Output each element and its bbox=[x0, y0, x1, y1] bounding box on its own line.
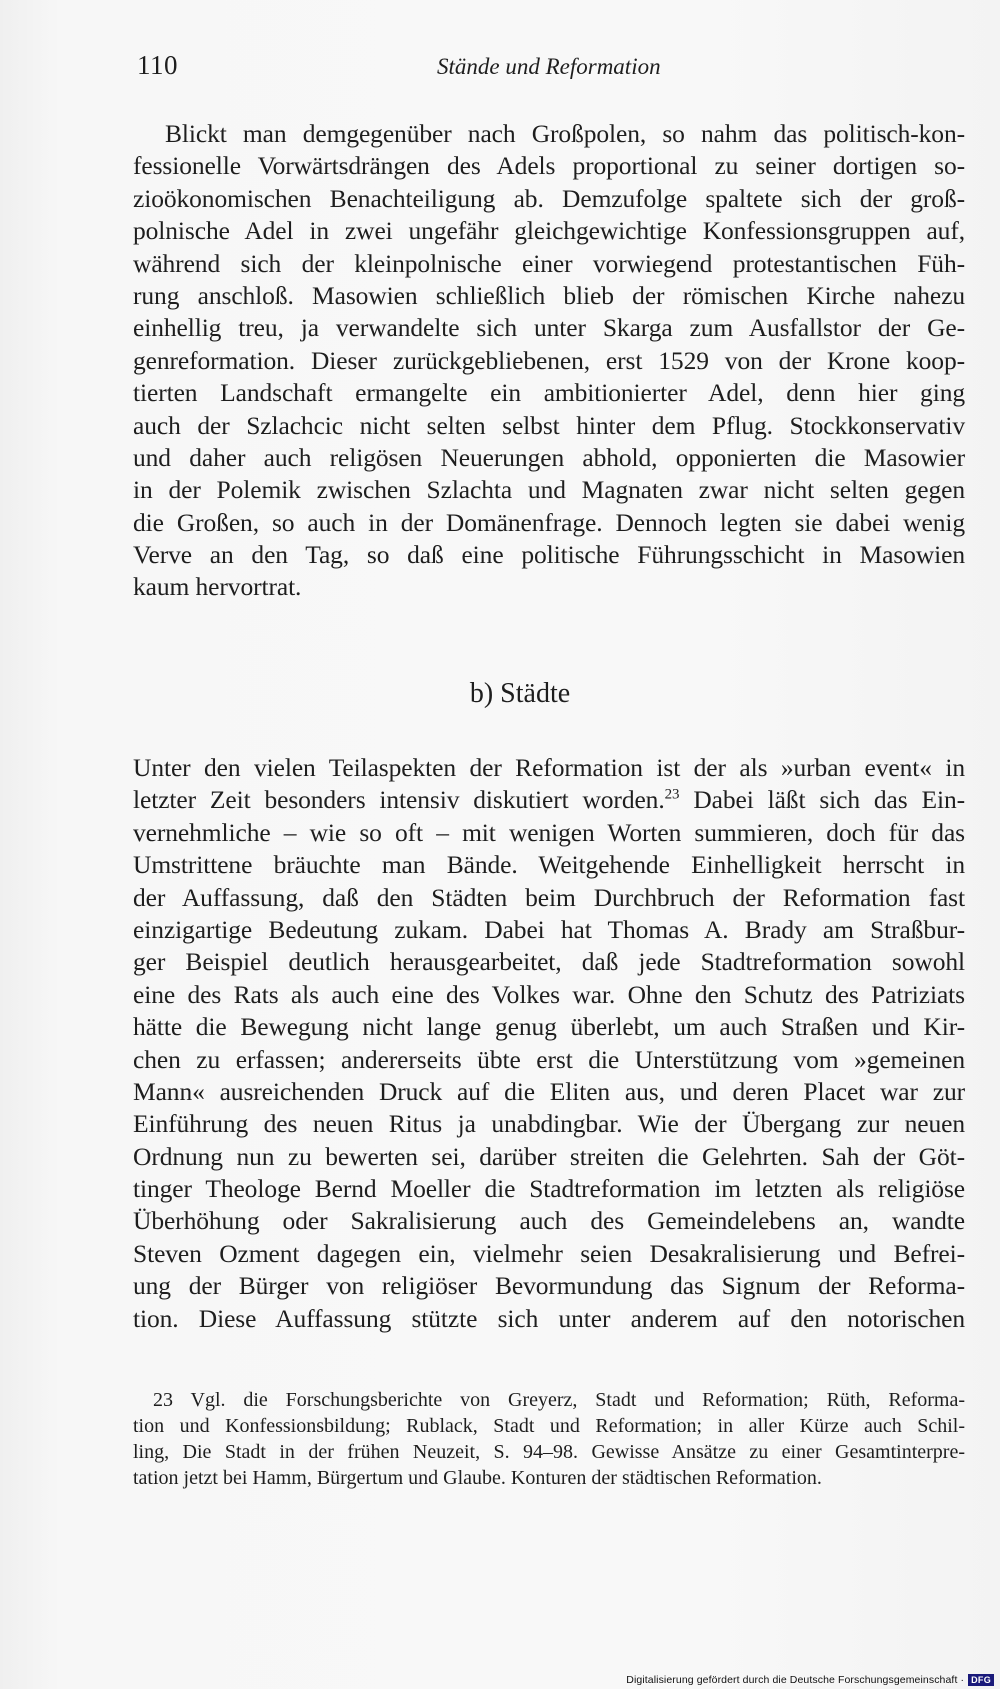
text-line: ger Beispiel deutlich herausgearbeitet, daß jede Stadtreformation sowohl bbox=[133, 947, 965, 977]
footnote-reference[interactable]: 23 bbox=[664, 786, 680, 803]
text-line: Einführung des neuen Ritus ja unabdingbar. Wie der Übergang zur neuen bbox=[133, 1109, 965, 1139]
footnote-line bbox=[133, 1387, 965, 1413]
footnote bbox=[133, 1387, 965, 1491]
text-line: hätte die Bewegung nicht lange genug überlebt, um auch Straßen und Kir- bbox=[133, 1012, 965, 1042]
text-line: ung der Bürger von religiöser Bevormundung das Signum der Reforma- bbox=[133, 1271, 965, 1301]
text-line: Umstrittene bräuchte man Bände. Weitgehende Einhelligkeit herrscht in bbox=[133, 850, 965, 880]
text-line: tinger Theologe Bernd Moeller die Stadtreformation im letzten als religiöse bbox=[133, 1174, 965, 1204]
text-segment: letzter Zeit besonders intensiv diskutiert worden. bbox=[133, 785, 665, 815]
text-line: chen zu erfassen; andererseits übte erst die Unterstützung vom »gemeinen bbox=[133, 1044, 965, 1074]
text-line: eine des Rats als auch eine des Volkes war. Ohne den Schutz des Patriziats bbox=[133, 979, 965, 1009]
footnote-number: 23 bbox=[153, 1389, 173, 1411]
text-line: einhellig treu, ja verwandelte sich unter Skarga zum Ausfallstor der Ge- bbox=[133, 313, 965, 343]
text-line: rung anschloß. Masowien schließlich blieb der römischen Kirche nahezu bbox=[133, 280, 965, 310]
text-line: Blickt man demgegenüber nach Großpolen, so nahm das politisch-kon- bbox=[165, 119, 965, 148]
text-line: Mann« ausreichenden Druck auf die Eliten aus, und deren Placet war zur bbox=[133, 1076, 965, 1106]
page-number: 110 bbox=[137, 50, 178, 80]
text-line: der Auffassung, daß den Städten beim Durchbruch der Reformation fast bbox=[133, 882, 965, 912]
text-line: Ordnung nun zu bewerten sei, darüber streiten die Gelehrten. Sah der Göt- bbox=[133, 1141, 965, 1171]
text-line: auch der Szlachcic nicht selten selbst hinter dem Pflug. Stockkonservativ bbox=[133, 410, 965, 440]
running-head: Stände und Reformation bbox=[437, 54, 661, 79]
paragraph-adel bbox=[133, 118, 965, 604]
text-line: während sich der kleinpolnische einer vorwiegend protestantischen Füh- bbox=[133, 248, 965, 278]
page-header bbox=[137, 50, 967, 90]
text-line: vernehmliche – wie so oft – mit wenigen Worten summieren, doch für das bbox=[133, 817, 965, 847]
dfg-logo: DFG bbox=[968, 1674, 994, 1686]
digitization-credit-text: Digitalisierung gefördert durch die Deutsche Forschungsgemeinschaft · bbox=[626, 1674, 965, 1686]
footnote-line: tation jetzt bei Hamm, Bürgertum und Glaube. Konturen der städtischen Reformation. bbox=[133, 1467, 822, 1489]
text-line: kaum hervortrat. bbox=[133, 572, 302, 602]
text-line: Überhöhung oder Sakralisierung auch des Gemeindelebens an, wandte bbox=[133, 1206, 965, 1236]
paragraph-staedte bbox=[133, 752, 965, 1335]
text-line: tierten Landschaft ermangelte ein ambitionierter Adel, denn hier ging bbox=[133, 378, 965, 408]
text-line: in der Polemik zwischen Szlachta und Magnaten zwar nicht selten gegen bbox=[133, 475, 965, 505]
text-segment: Dabei läßt sich das Ein- bbox=[679, 785, 965, 815]
text-line: Unter den vielen Teilaspekten der Reformation ist der als »urban event« in bbox=[133, 753, 965, 782]
text-line-with-footnote-ref bbox=[133, 784, 965, 816]
text-line: und daher auch religösen Neuerungen abhold, opponierten die Masowier bbox=[133, 442, 965, 472]
footnote-line: ling, Die Stadt in der frühen Neuzeit, S. 94–98. Gewisse Ansätze zu einer Gesamtinterpre- bbox=[133, 1441, 965, 1463]
text-line: genreformation. Dieser zurückgebliebenen, erst 1529 von der Krone koop- bbox=[133, 345, 965, 375]
digitization-credit bbox=[626, 1674, 994, 1686]
section-heading: b) Städte bbox=[469, 678, 571, 709]
text-line: polnische Adel in zwei ungefähr gleichgewichtige Konfessionsgruppen auf, bbox=[133, 216, 965, 246]
text-line: einzigartige Bedeutung zukam. Dabei hat Thomas A. Brady am Straßbur- bbox=[133, 914, 965, 944]
text-line: Steven Ozment dagegen ein, vielmehr seien Desakralisierung und Befrei- bbox=[133, 1238, 965, 1268]
text-line: fessionelle Vorwärtsdrängen des Adels proportional zu seiner dortigen so- bbox=[133, 151, 965, 181]
text-line: tion. Diese Auffassung stützte sich unter anderem auf den notorischen bbox=[133, 1303, 965, 1333]
footnote-line: tion und Konfessionsbildung; Rublack, Stadt und Reformation; in aller Kürze auch Schil- bbox=[133, 1415, 965, 1437]
text-line: Verve an den Tag, so daß eine politische Führungsschicht in Masowien bbox=[133, 540, 965, 570]
text-line: zioökonomischen Benachteiligung ab. Demzufolge spaltete sich der groß- bbox=[133, 183, 965, 213]
footnote-text: Vgl. die Forschungsberichte von Greyerz, Stadt und Reformation; Rüth, Reforma- bbox=[173, 1389, 965, 1411]
text-line: die Großen, so auch in der Domänenfrage. Dennoch legten sie dabei wenig bbox=[133, 507, 965, 537]
